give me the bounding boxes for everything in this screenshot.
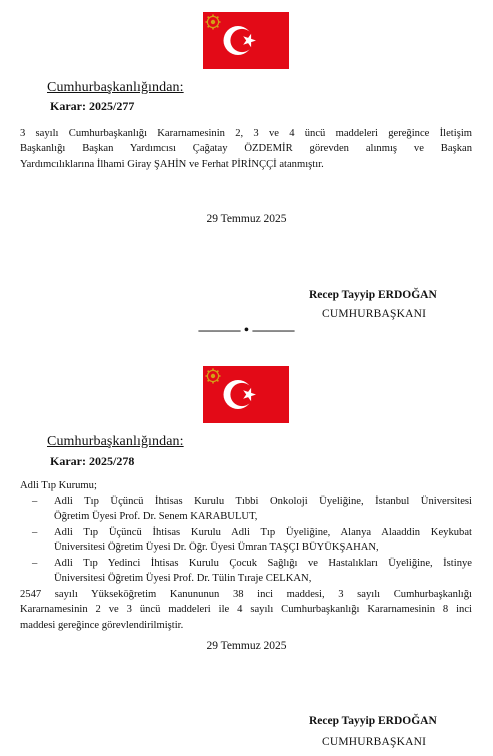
list-item	[20, 494, 472, 525]
list-item-line: Öğretim Üyesi Prof. Dr. Senem KARABULUT,	[54, 511, 258, 523]
dash-bullet: –	[32, 557, 38, 569]
closing-line: 2547 sayılı Yükseköğretim Kanununun 38 inci maddesi, 3 sayılı Cumhurbaşkanlığı	[20, 589, 472, 600]
list-item-line: Üniversitesi Öğretim Üyesi Prof. Dr. Tülin Tıraje CELKAN,	[54, 573, 312, 585]
dash-bullet: –	[32, 526, 38, 538]
decree-2-item-list	[20, 494, 472, 586]
decree-1-heading: Cumhurbaşkanlığından:	[47, 80, 184, 95]
flag-crescent-star-icon	[203, 366, 289, 423]
decree-1-date: 29 Temmuz 2025	[206, 213, 287, 225]
decree-1-number: Karar: 2025/277	[50, 99, 135, 113]
decree-1-signer-title: CUMHURBAŞKANI	[322, 308, 427, 320]
list-item-line: Adli Tıp Üçüncü İhtisas Kurulu Tıbbi Onkoloji Üyeliğine, İstanbul Üniversitesi	[54, 496, 472, 507]
decree-1-line: Başkanlığı Başkan Yardımcısı Çağatay ÖZDEMİR görevden alınmış ve Başkan	[20, 143, 472, 155]
decree-1-signer-name: Recep Tayyip ERDOĞAN	[309, 289, 437, 301]
decree-2-intro: Adli Tıp Kurumu;	[20, 480, 97, 491]
decree-2-signer-title: CUMHURBAŞKANI	[322, 736, 427, 748]
decree-2-closing	[20, 587, 472, 633]
list-item	[20, 525, 472, 556]
decree-1-body	[20, 126, 472, 172]
dash-bullet: –	[32, 496, 38, 507]
flag-crescent-star-icon	[203, 12, 289, 69]
decree-1-line: Yardımcılıklarına İlhami Giray ŞAHİN ve Ferhat PİRİNÇÇİ atanmıştır.	[20, 158, 324, 170]
turkish-flag-emblem	[203, 366, 289, 423]
section-separator: ——— • ———	[198, 323, 295, 338]
decree-2-date: 29 Temmuz 2025	[206, 640, 287, 652]
closing-line: Kararnamesinin 2 ve 3 üncü maddeleri ile 4 sayılı Cumhurbaşkanlığı Kararnamesinin 8 inci	[20, 604, 472, 616]
list-item-line: Üniversitesi Öğretim Üyesi Dr. Öğr. Üyesi Ümran TAŞÇI BÜYÜKŞAHAN,	[54, 542, 379, 554]
closing-line: maddesi gereğince görevlendirilmiştir.	[20, 619, 184, 631]
decree-2-heading: Cumhurbaşkanlığından:	[47, 434, 184, 449]
list-item-line: Adli Tıp Yedinci İhtisas Kurulu Çocuk Sağlığı ve Hastalıkları Üyeliğine, İstinye	[54, 557, 472, 569]
list-item	[20, 556, 472, 587]
decree-1-line: 3 sayılı Cumhurbaşkanlığı Kararnamesinin 2, 3 ve 4 üncü maddeleri gereğince İletişim	[20, 128, 472, 139]
list-item-line: Adli Tıp Üçüncü İhtisas Kurulu Adli Tıp Üyeliğine, Alanya Alaaddin Keykubat	[54, 526, 472, 538]
decree-2-number: Karar: 2025/278	[50, 454, 135, 468]
turkish-flag-emblem	[203, 12, 289, 69]
decree-2-signer-name: Recep Tayyip ERDOĞAN	[309, 715, 437, 727]
